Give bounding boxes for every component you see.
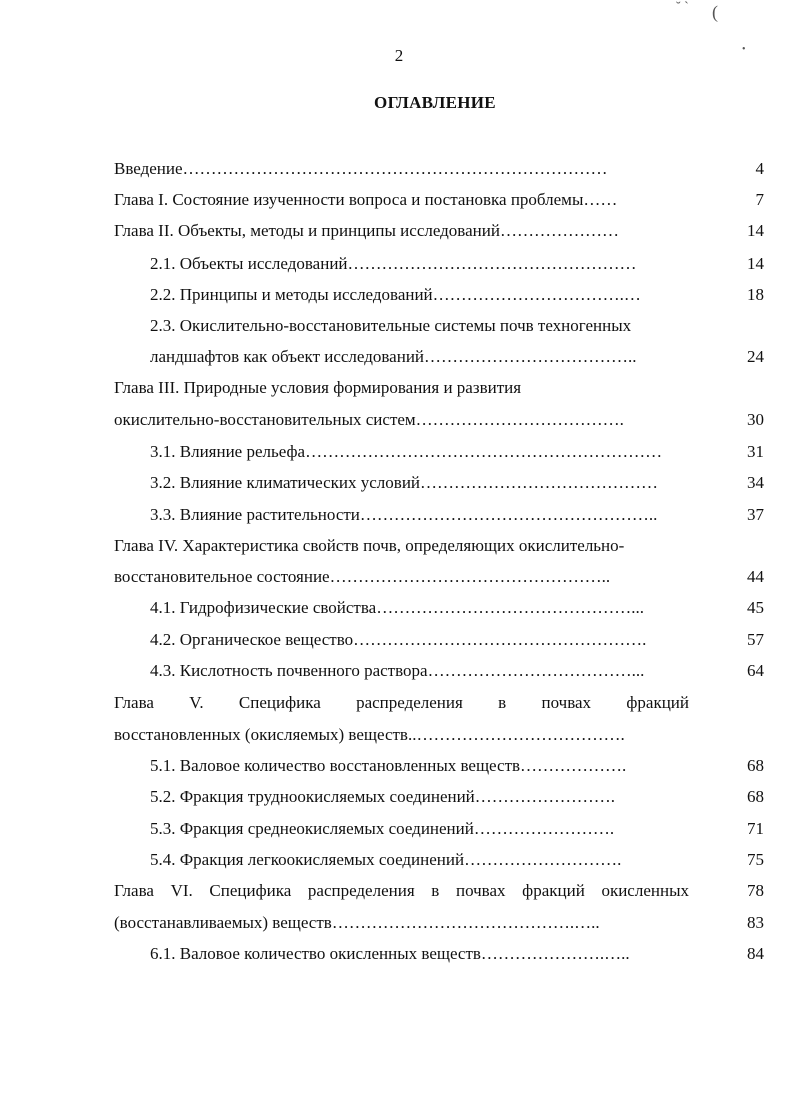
toc-entry: Введение………………………………………………………………… — [114, 159, 608, 178]
toc-entry: Глава V. Специфика распределения в почвах фракций — [114, 693, 689, 712]
toc-page-number: 30 — [747, 410, 764, 429]
toc-entry: 5.2. Фракция трудноокисляемых соединений……………………. — [150, 787, 616, 806]
toc-entry: восстановительное состояние………………………………………….. — [114, 567, 611, 586]
toc-page-number: 75 — [747, 850, 764, 869]
scan-artifact-mark: ˘ ` — [676, 0, 689, 15]
toc-page-number: 57 — [747, 630, 764, 649]
toc-page-number: 7 — [755, 190, 764, 209]
toc-page-number: 14 — [747, 221, 764, 240]
toc-page-number: 14 — [747, 254, 764, 273]
toc-entry: восстановленных (окисляемых) веществ..………………………………. — [114, 725, 625, 744]
toc-entry: 2.2. Принципы и методы исследований…………………………….… — [150, 285, 641, 304]
toc-entry: 3.3. Влияние растительности…………………………………………….. — [150, 505, 658, 524]
toc-entry: Глава VI. Специфика распределения в почвах фракций окисленных — [114, 881, 689, 900]
toc-entry: 3.2. Влияние климатических условий…………………………………… — [150, 473, 659, 492]
toc-page-number: 45 — [747, 598, 764, 617]
scan-artifact-dot: • — [742, 44, 746, 55]
toc-page-number: 31 — [747, 442, 764, 461]
toc-page-number: 18 — [747, 285, 764, 304]
page-number: 2 — [394, 46, 404, 65]
toc-entry: 4.2. Органическое вещество……………………………………………. — [150, 630, 647, 649]
toc-entry: 4.3. Кислотность почвенного раствора………………………………... — [150, 661, 645, 680]
toc-entry: 5.4. Фракция легкоокисляемых соединений………………………. — [150, 850, 622, 869]
toc-page-number: 24 — [747, 347, 764, 366]
toc-entry: Глава II. Объекты, методы и принципы исследований………………… — [114, 221, 619, 240]
toc-page-number: 78 — [747, 881, 764, 900]
toc-page-number: 4 — [755, 159, 764, 178]
toc-page-number: 71 — [747, 819, 764, 838]
toc-entry: (восстанавливаемых) веществ…………………………………….….. — [114, 913, 600, 932]
toc-page-number: 37 — [747, 505, 764, 524]
scan-artifact-bracket: ( — [712, 2, 718, 22]
toc-entry: Глава IV. Характеристика свойств почв, определяющих окислительно- — [114, 536, 625, 555]
toc-entry: ландшафтов как объект исследований……………………………….. — [150, 347, 637, 366]
toc-entry: 5.1. Валовое количество восстановленных веществ………………. — [150, 756, 627, 775]
toc-entry: Глава III. Природные условия формирования и развития — [114, 378, 522, 397]
toc-page-number: 84 — [747, 944, 764, 963]
toc-entry: 4.1. Гидрофизические свойства………………………………………... — [150, 598, 644, 617]
toc-entry: 3.1. Влияние рельефа……………………………………………………… — [150, 442, 663, 461]
toc-entry: Глава I. Состояние изученности вопроса и постановка проблемы…… — [114, 190, 618, 209]
toc-page-number: 68 — [747, 787, 764, 806]
toc-page-number: 44 — [747, 567, 764, 586]
toc-page-number: 83 — [747, 913, 764, 932]
toc-entry: 6.1. Валовое количество окисленных веществ………………….….. — [150, 944, 630, 963]
toc-page-number: 64 — [747, 661, 764, 680]
page-title: ОГЛАВЛЕНИЕ — [374, 93, 496, 112]
toc-entry: 2.1. Объекты исследований…………………………………………… — [150, 254, 637, 273]
toc-entry: 2.3. Окислительно-восстановительные системы почв техногенных — [150, 316, 632, 335]
toc-entry: 5.3. Фракция среднеокисляемых соединений……………………. — [150, 819, 615, 838]
toc-page-number: 68 — [747, 756, 764, 775]
toc-page-number: 34 — [747, 473, 764, 492]
toc-entry: окислительно-восстановительных систем………………………………. — [114, 410, 624, 429]
